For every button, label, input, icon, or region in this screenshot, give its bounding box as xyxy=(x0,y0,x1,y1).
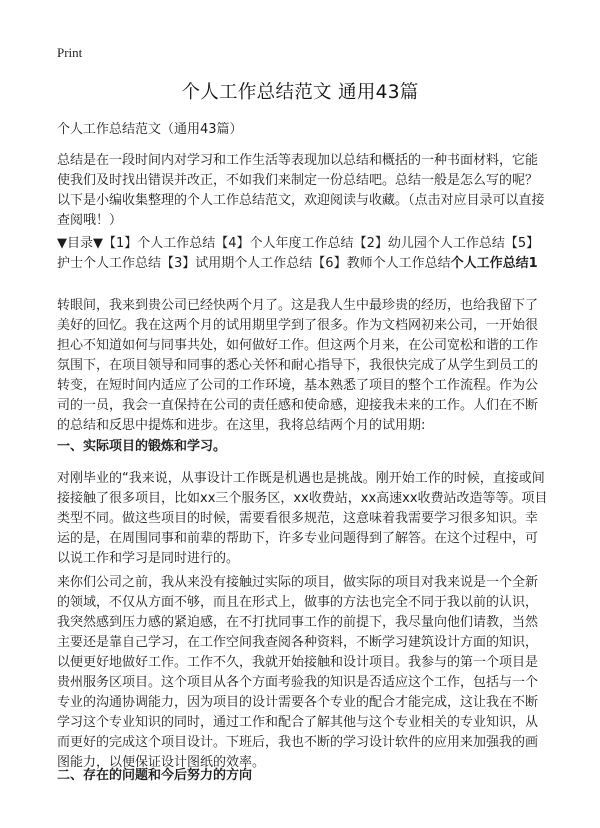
toc-prefix: ▼目录▼ xyxy=(57,236,103,251)
section-heading-1: 个人工作总结1 xyxy=(450,256,538,271)
toc-link-5[interactable]: 【5】护士个人工作总结 xyxy=(57,236,540,271)
print-link[interactable]: Print xyxy=(57,45,83,60)
toc-link-4[interactable]: 【4】个人年度工作总结 xyxy=(215,236,354,251)
body-paragraph-2: 对刚毕业的“我来说，从事设计工作既是机遇也是挑战。刚开始工作的时候，直接或间接接触了很多项目，比如xx三个服务区，xx收费站，xx高速xx收费站改造等等。项目类型不同。做这些项目的时候，需要看很多规范，这意味着我需要学习很多知识。幸运的是，在周围同事和前辈的帮助下，许多专业问题得到了解答。在这个过程中，可以说工作和学习是同时进行的。 xyxy=(57,471,548,566)
table-of-contents xyxy=(57,234,549,274)
toc-link-1[interactable]: 【1】个人工作总结 xyxy=(103,236,216,251)
subheading-1: 一、实际项目的锻炼和学习。 xyxy=(57,439,227,454)
subheading-2: 二、存在的问题和今后努力的方向 xyxy=(57,768,253,783)
toc-link-2[interactable]: 【2】幼儿园个人工作总结 xyxy=(353,236,505,251)
toc-link-3[interactable]: 【3】试用期个人工作总结 xyxy=(161,256,313,271)
intro-paragraph: 总结是在一段时间内对学习和工作生活等表现加以总结和概括的一种书面材料，它能使我们及时找出错误并改正，不如我们来制定一份总结吧。总结一般是怎么写的呢？以下是小编收集整理的个人工作总结范文，欢迎阅读与收藏。（点击对应目录可以直接查阅哦！） xyxy=(57,153,545,228)
page-title: 个人工作总结范文 通用43篇 xyxy=(181,82,419,103)
document-subtitle: 个人工作总结范文（通用43篇） xyxy=(57,122,243,137)
toc-link-6[interactable]: 【6】教师个人工作总结 xyxy=(312,256,451,271)
body-paragraph-3: 来你们公司之前，我从来没有接触过实际的项目，做实际的项目对我来说是一个全新的领域，不仅从方面不够，而且在形式上，做事的方法也完全不同于我以前的认识，我突然感到压力感的紧迫感，在不打扰同事工作的前提下，我尽量向他们请教，当然主要还是靠自己学习，在工作空间我查阅各种资料，不断学习建筑设计方面的知识，以便更好地做好工作。工作不久，我就开始接触和设计项目。我参与的第一个项目是贵州服务区项目。这个项目从各个方面考验我的知识是否适应这个工作，包括与一个专业的沟通协调能力，因为项目的设计需要各个专业的配合才能完成，这让我在不断学习这个专业知识的同时，通过工作和配合了解其他与这个专业相关的专业知识，从而更好的完成这个项目设计。下班后，我也不断的学习设计软件的应用来加强我的画图能力，以便保证设计图纸的效率。 xyxy=(57,575,539,770)
body-paragraph-1: 转眼间，我来到贵公司已经快两个月了。这是我人生中最珍贵的经历，也给我留下了美好的回忆。我在这两个月的试用期里学到了很多。作为文档网初来公司，一开始很担心不知道如何与同事共处，如何做好工作。但这两个月来，在公司宽松和谐的工作氛围下，在项目领导和同事的悉心关怀和耐心指导下，我很快完成了从学生到员工的转变，在短时间内适应了公司的工作环境，基本熟悉了项目的整个工作流程。作为公司的一员，我会一直保持在公司的责任感和使命感，迎接我未来的工作。人们在不断的总结和反思中提炼和进步。在这里，我将总结两个月的试用期: xyxy=(57,298,539,433)
